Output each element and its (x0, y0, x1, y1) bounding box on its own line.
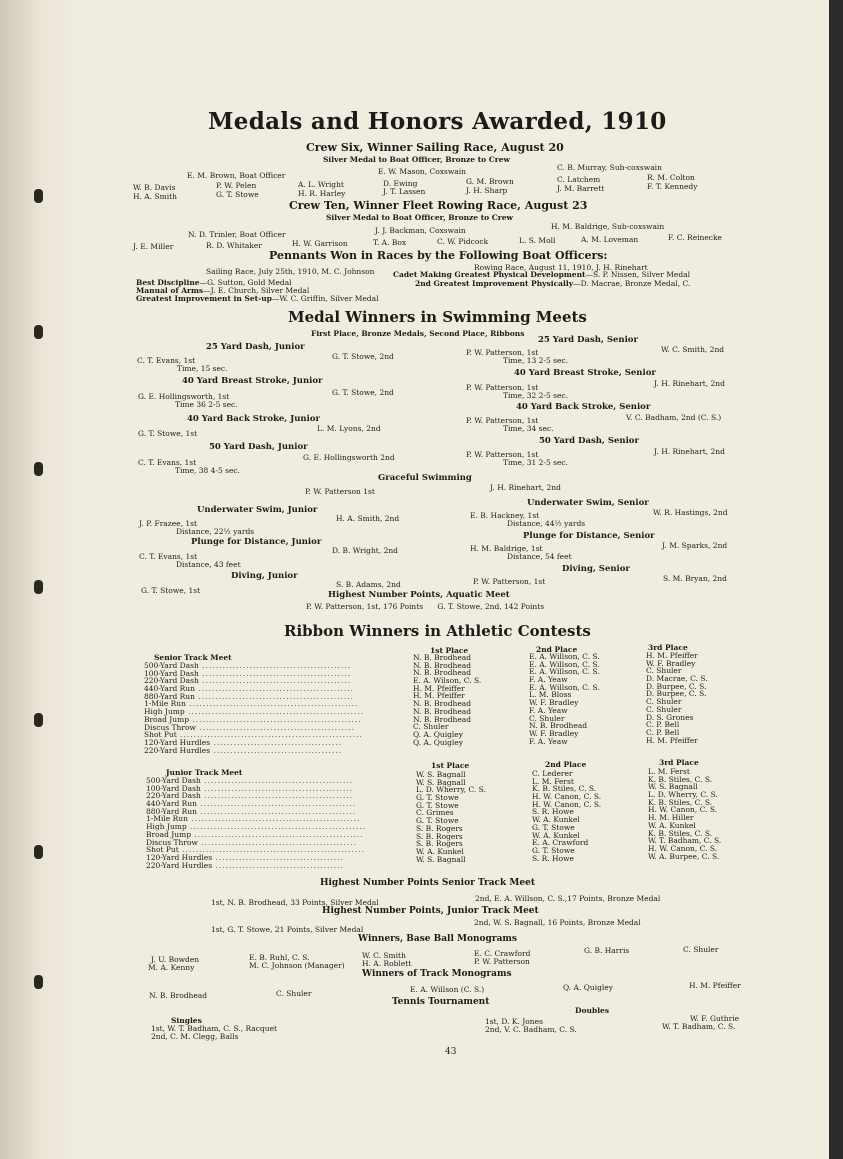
event-name: 220-Yard Hurdles ...................................... (144, 745, 343, 755)
event-name: 100-Yard Dash ............................................ (146, 783, 354, 793)
time: Time, 34 sec. (503, 424, 554, 433)
tennis-doubles-first: 1st, D. K. Jones (485, 1017, 543, 1026)
crew-member: W. B. Davis (133, 183, 176, 192)
cadet-development-value: —S. P. Nissen, Silver Medal (585, 270, 690, 279)
second-place: D. B. Wright, 2nd (332, 546, 398, 555)
event-name: 120-Yard Hurdles ...................................... (146, 852, 345, 862)
pennants-heading: Pennants Won in Races by the Following Boat Officers: (269, 249, 608, 262)
tennis-doubles-partner: W. T. Badham, C. S. (662, 1022, 736, 1031)
tennis-doubles-partner: W. F. Guthrie (690, 1014, 740, 1023)
second-improvement-value: —D. Macrae, Bronze Medal, C. (573, 279, 691, 288)
crew-member: J. E. Miller (133, 242, 174, 251)
place-winner: E. A. Willson, C. S. (529, 682, 600, 692)
second-place: J. H. Rinehart, 2nd (654, 447, 725, 456)
event-title: Plunge for Distance, Senior (523, 531, 655, 541)
baseball-winner: J. U. Bowden (151, 955, 200, 964)
place-winner: N. B. Brodhead (413, 668, 472, 678)
senior-points-first: 1st, N. B. Brodhead, 33 Points, Silver Medal (211, 898, 379, 907)
event-name: Shot Put ...................................................... (144, 730, 363, 740)
place-winner: W. S. Bagnall (416, 777, 466, 787)
junior-track-title: Junior Track Meet (166, 768, 243, 777)
baseball-winner: P. W. Patterson (474, 957, 530, 966)
crew-member: G. T. Stowe (216, 190, 259, 199)
second-place: L. M. Lyons, 2nd (317, 424, 381, 433)
event-title: 50 Yard Dash, Junior (209, 442, 308, 452)
place-winner: W. A. Burpee, C. S. (648, 851, 720, 861)
place-winner: E. A. Crawford (532, 838, 589, 848)
place-winner: W. S. Bagnall (416, 854, 466, 864)
distance: Distance, 44½ yards (507, 519, 586, 528)
second-place: H. A. Smith, 2nd (336, 514, 400, 523)
crew-ten-sub: Silver Medal to Boat Officer, Bronze to Crew (326, 213, 513, 222)
greatest-improvement-value: —W. C. Griffin, Silver Medal (271, 294, 379, 303)
first-place: C. T. Evans, 1st (137, 356, 196, 365)
page-title: Medals and Honors Awarded, 1910 (208, 108, 667, 135)
event-name: 440-Yard Run .............................................. (146, 799, 357, 809)
first-place: P. W. Patterson 1st (305, 487, 375, 496)
binding-hole (34, 580, 43, 594)
baseball-title: Winners, Base Ball Monograms (358, 934, 517, 944)
event-title: Plunge for Distance, Junior (191, 537, 322, 547)
second-place: W. R. Hastings, 2nd (653, 508, 728, 517)
second-place: W. C. Smith, 2nd (661, 345, 725, 354)
event-title: Underwater Swim, Junior (197, 505, 318, 515)
event-name: 880-Yard Run .............................................. (144, 691, 355, 701)
first-place: E. B. Hackney, 1st (470, 511, 540, 520)
baseball-winner: H. A. Roblett (362, 959, 412, 968)
place-winner: D. Macrae, C. S. (646, 674, 708, 684)
place-winner: C. Grimes (416, 808, 454, 818)
binding-hole (34, 845, 43, 859)
event-title: 40 Yard Breast Stroke, Senior (514, 368, 656, 378)
place-winner: F. A. Yeaw (529, 736, 568, 746)
event-name: 100-Yard Dash ............................................ (144, 668, 352, 678)
senior-events (144, 662, 364, 754)
place-winner: G. T. Stowe (416, 816, 459, 826)
first-place: P. W. Patterson, 1st (466, 450, 539, 459)
time: Time, 38 4-5 sec. (175, 466, 240, 475)
place-winner: H. W. Canon, C. S. (648, 805, 718, 815)
place-winner: H. M. Pfeiffer (413, 691, 465, 701)
senior-first-header: 1st Place (430, 646, 469, 655)
crew-member: C. W. Pidcock (437, 237, 489, 246)
first-place: G. E. Hollingsworth, 1st (138, 392, 230, 401)
event-name: 880-Yard Run .............................................. (146, 806, 357, 816)
tennis-doubles-label: Doubles (575, 1006, 610, 1015)
place-winner: F. A. Yeaw (529, 675, 568, 685)
binding-hole (34, 189, 43, 203)
senior-second-header: 2nd Place (536, 645, 578, 654)
place-winner: C. P. Bell (646, 720, 680, 730)
baseball-winner: W. C. Smith (362, 951, 406, 960)
event-name: Broad Jump .................................................. (144, 714, 362, 724)
event-name: 220-Yard Dash ............................................ (144, 676, 352, 686)
second-place: S. B. Adams, 2nd (336, 580, 401, 589)
event-name: 220-Yard Hurdles ...................................... (146, 860, 345, 870)
junior-points-first: 1st, G. T. Stowe, 21 Points, Silver Medal (211, 925, 364, 934)
greatest-improvement-label: Greatest Improvement in Set-up (136, 294, 272, 303)
baseball-winner: E. B. Ruhl, C. S. (249, 953, 310, 962)
second-place: V. C. Badham, 2nd (C. S.) (626, 413, 722, 422)
junior-second-column (532, 770, 601, 862)
crew-member: F. T. Kennedy (647, 182, 698, 191)
tennis-singles-label: Singles (171, 1016, 202, 1025)
senior-first-column (413, 654, 481, 746)
place-winner: D. S. Grones (646, 712, 694, 722)
greatest-improvement (136, 294, 378, 303)
crew-ten-subcox: H. M. Baldrige, Sub-coxswain (551, 222, 665, 231)
place-winner: C. Lederer (532, 769, 573, 778)
event-name: Discus Throw .............................................. (144, 722, 355, 732)
place-winner: H. W. Canon, C. S. (648, 843, 718, 853)
place-winner: W. A. Kunkel (532, 815, 580, 825)
crew-member: A. L. Wright (298, 180, 344, 189)
place-winner: C. Shuler (646, 697, 682, 707)
second-place: G. T. Stowe, 2nd (332, 352, 394, 361)
place-winner: L. M. Bloss (529, 690, 572, 700)
first-place: G. T. Stowe, 1st (141, 586, 201, 595)
place-winner: H. M. Pfeiffer (646, 651, 698, 660)
binding-hole (34, 325, 43, 339)
binding-hole (34, 975, 43, 989)
senior-track-title: Senior Track Meet (154, 653, 232, 662)
event-title: Underwater Swim, Senior (527, 498, 649, 508)
senior-second-column (529, 653, 600, 745)
place-winner: C. Shuler (646, 666, 682, 676)
manual-of-arms-label: Manual of Arms (136, 286, 204, 295)
time: Time, 13 2-5 sec. (503, 356, 568, 365)
track-winner: Q. A. Quigley (563, 983, 613, 992)
event-name: 1-Mile Run .................................................. (146, 814, 361, 824)
junior-first-column (416, 771, 486, 863)
crew-member: P. W. Pelen (216, 181, 257, 190)
tennis-title: Tennis Tournament (392, 997, 490, 1007)
place-winner: W. F. Bradley (529, 698, 579, 708)
place-winner: H. M. Pfeiffer (413, 683, 465, 693)
junior-points-second: 2nd, W. S. Bagnall, 16 Points, Bronze Medal (474, 918, 641, 927)
tennis-singles-first: 1st, W. T. Badham, C. S., Racquet (151, 1024, 278, 1033)
time: Time, 32 2-5 sec. (503, 391, 568, 400)
distance: Distance, 22½ yards (176, 527, 255, 536)
junior-second-header: 2nd Place (545, 760, 587, 769)
track-winner: N. B. Brodhead (149, 991, 208, 1000)
event-name: 120-Yard Hurdles ...................................... (144, 737, 343, 747)
first-place: C. T. Evans, 1st (138, 458, 197, 467)
track-winner: C. Shuler (276, 989, 312, 998)
background-edge (829, 0, 843, 1159)
place-winner: L. D. Wherry, C. S. (648, 790, 718, 800)
crew-member: R. D. Whitaker (206, 241, 262, 250)
event-title: Diving, Senior (562, 564, 630, 574)
baseball-winner: M. A. Kenny (148, 963, 195, 972)
junior-first-header: 1st Place (431, 761, 470, 770)
place-winner: F. A. Yeaw (529, 705, 568, 715)
tennis-doubles-second: 2nd, V. C. Badham, C. S. (485, 1025, 577, 1034)
place-winner: W. F. Bradley (646, 658, 696, 668)
place-winner: W. T. Badham, C. S. (648, 836, 722, 846)
crew-member: L. S. Moll (519, 236, 556, 245)
crew-ten-officer: N. D. Trinler, Boat Officer (188, 230, 286, 239)
crew-member: C. Latchem (557, 175, 601, 184)
first-place: J. P. Frazee, 1st (139, 519, 197, 528)
event-title: 25 Yard Dash, Senior (538, 335, 638, 345)
binding-hole (34, 713, 43, 727)
track-monograms-title: Winners of Track Monograms (362, 969, 512, 979)
event-title: 25 Yard Dash, Junior (206, 342, 305, 352)
place-winner: C. P. Bell (646, 727, 680, 737)
second-place: G. E. Hollingsworth 2nd (303, 453, 395, 462)
second-place: J. M. Sparks, 2nd (662, 541, 728, 550)
event-title: 50 Yard Dash, Senior (539, 436, 639, 446)
pennant-rowing: Rowing Race, August 11, 1910, J. H. Rinehart (474, 263, 648, 272)
place-winner: E. A. Willson, C. S. (529, 659, 600, 669)
page-number: 43 (445, 1047, 457, 1057)
place-winner: H. W. Canon, C. S. (532, 799, 602, 809)
event-title: 40 Yard Back Stroke, Senior (516, 402, 651, 412)
crew-six-heading: Crew Six, Winner Sailing Race, August 20 (306, 141, 564, 154)
event-name: 220-Yard Dash ............................................ (146, 791, 354, 801)
place-winner: S. R. Howe (532, 807, 574, 817)
place-winner: N. B. Brodhead (529, 721, 588, 731)
senior-points-title: Highest Number Points Senior Track Meet (320, 878, 535, 888)
binding-hole (34, 462, 43, 476)
crew-member: H. A. Smith (133, 192, 177, 201)
cadet-development (393, 270, 690, 279)
place-winner: G. T. Stowe (416, 793, 459, 803)
place-winner: K. B. Stiles, C. S. (648, 828, 713, 838)
place-winner: L. M. Ferst (648, 767, 690, 776)
first-place: P. W. Patterson, 1st (466, 348, 539, 357)
place-winner: N. B. Brodhead (413, 660, 472, 670)
place-winner: E. A. Wilson, C. S. (413, 676, 482, 686)
place-winner: S. B. Rogers (416, 831, 463, 841)
first-place: P. W. Patterson, 1st (473, 577, 546, 586)
track-winner: H. M. Pfeiffer (689, 981, 741, 990)
junior-third-column (648, 768, 721, 860)
place-winner: K. B. Stiles, C. S. (648, 797, 713, 807)
crew-member: T. A. Box (373, 238, 407, 247)
crew-member: G. M. Brown (466, 177, 514, 186)
event-name: 440-Yard Run .............................................. (144, 684, 355, 694)
second-improvement (415, 279, 690, 288)
event-name: 500-Yard Dash ............................................ (146, 776, 354, 785)
event-name: 1-Mile Run .................................................. (144, 699, 359, 709)
swimming-heading: Medal Winners in Swimming Meets (288, 308, 587, 326)
first-place: G. T. Stowe, 1st (138, 429, 198, 438)
first-place: H. M. Baldrige, 1st (470, 544, 543, 553)
event-name: High Jump .................................................... (146, 822, 367, 832)
senior-third-column (646, 652, 708, 744)
place-winner: H. M. Pfeiffer (646, 735, 698, 745)
event-name: Discus Throw .............................................. (146, 837, 357, 847)
crew-member: D. Ewing (383, 179, 418, 188)
event-title: 40 Yard Breast Stroke, Junior (182, 376, 323, 386)
time: Time, 31 2-5 sec. (503, 458, 568, 467)
manual-of-arms-value: —J. E. Church, Silver Medal (203, 286, 310, 295)
event-name: Shot Put ...................................................... (146, 845, 365, 855)
baseball-winner: G. B. Harris (584, 946, 630, 955)
junior-third-header: 3rd Place (659, 758, 699, 767)
event-title: Highest Number Points, Aquatic Meet (328, 590, 510, 600)
first-place: C. T. Evans, 1st (139, 552, 198, 561)
crew-ten-coxswain: J. J. Backman, Coxswain (375, 226, 466, 235)
place-winner: L. M. Ferst (532, 776, 574, 786)
crew-six-subcox: C. B. Murray, Sub-coxswain (557, 163, 662, 172)
place-winner: H. W. Canon, C. S. (532, 792, 602, 802)
place-winner: D. Burpee, C. S. (646, 681, 707, 691)
track-winner: E. A. Willson (C. S.) (410, 985, 485, 994)
place-winner: S. B. Rogers (416, 839, 463, 849)
cadet-development-label: Cadet Making Greatest Physical Development (393, 270, 586, 279)
time: Time, 15 sec. (177, 364, 228, 373)
crew-ten-heading: Crew Ten, Winner Fleet Rowing Race, August 23 (289, 199, 588, 212)
crew-member: A. M. Loveman (581, 235, 639, 244)
place-winner: W. A. Kunkel (648, 820, 696, 830)
junior-events (146, 777, 366, 869)
event-title: Diving, Junior (231, 571, 298, 581)
first-place: P. W. Patterson, 1st (466, 383, 539, 392)
second-place: G. T. Stowe, 2nd (332, 388, 394, 397)
event-name: Broad Jump .................................................. (146, 829, 364, 839)
place-winner: L. D. Wherry, C. S. (416, 785, 486, 795)
place-winner: N. B. Brodhead (413, 653, 472, 662)
place-winner: W. S. Bagnall (648, 782, 698, 792)
place-winner: G. T. Stowe (532, 822, 575, 832)
crew-six-sub: Silver Medal to Boat Officer, Bronze to Crew (323, 155, 510, 164)
place-winner: N. B. Brodhead (413, 714, 472, 724)
place-winner: W. A. Kunkel (416, 846, 464, 856)
place-winner: K. B. Stiles, C. S. (532, 784, 597, 794)
crew-member: H. R. Harley (298, 189, 346, 198)
senior-points-second: 2nd, E. A. Willson, C. S.,17 Points, Bronze Medal (475, 894, 661, 903)
place-winner: S. R. Howe (532, 853, 574, 863)
first-place: P. W. Patterson, 1st (466, 416, 539, 425)
place-winner: C. Shuler (529, 713, 565, 723)
crew-member: J. M. Barrett (557, 184, 605, 193)
second-place: J. H. Rinehart, 2nd (490, 483, 561, 492)
senior-third-header: 3rd Place (648, 643, 688, 652)
tennis-singles-second: 2nd, C. M. Clegg, Balls (151, 1032, 239, 1041)
place-winner: G. T. Stowe (532, 845, 575, 855)
distance: Distance, 43 feet (176, 560, 241, 569)
baseball-winner: C. Shuler (683, 945, 719, 954)
place-winner: C. Shuler (646, 704, 682, 714)
place-winner: W. A. Kunkel (532, 830, 580, 840)
second-place: J. H. Rinehart, 2nd (654, 379, 725, 388)
crew-member: J. T. Lassen (383, 187, 426, 196)
crew-member: F. C. Reinecke (668, 233, 722, 242)
time: Time 36 2-5 sec. (175, 400, 238, 409)
best-discipline-value: —G. Sutton, Gold Medal (199, 278, 292, 287)
event-name: 500-Yard Dash ............................................ (144, 661, 352, 670)
place-winner: G. T. Stowe (416, 800, 459, 810)
crew-member: J. H. Sharp (466, 186, 508, 195)
place-winner: E. A. Willson, C. S. (529, 667, 600, 677)
place-winner: W. S. Bagnall (416, 770, 466, 779)
place-winner: H. M. Hiller (648, 813, 694, 823)
place-winner: Q. A. Quigley (413, 737, 463, 747)
place-winner: K. B. Stiles, C. S. (648, 774, 713, 784)
place-winner: N. B. Brodhead (413, 706, 472, 716)
place-winner: D. Burpee, C. S. (646, 689, 707, 699)
aquatic-points: P. W. Patterson, 1st, 176 Points G. T. Stowe, 2nd, 142 Points (306, 602, 545, 611)
crew-member: R. M. Colton (647, 173, 695, 182)
best-discipline-label: Best Discipline (136, 278, 200, 287)
second-place: S. M. Bryan, 2nd (663, 574, 727, 583)
event-name: High Jump .................................................... (144, 707, 365, 717)
distance: Distance, 54 feet (507, 552, 572, 561)
place-winner: Q. A. Quigley (413, 729, 463, 739)
place-winner: E. A. Willson, C. S. (529, 652, 600, 661)
pennant-sailing: Sailing Race, July 25th, 1910, M. C. Johnson (206, 267, 375, 276)
baseball-winner: M. C. Johnson (Manager) (249, 961, 345, 970)
place-winner: C. Shuler (413, 722, 449, 732)
ribbon-heading: Ribbon Winners in Athletic Contests (284, 622, 591, 640)
place-winner: W. F. Bradley (529, 728, 579, 738)
event-title: Graceful Swimming (378, 473, 472, 483)
crew-six-officer: E. M. Brown, Boat Officer (187, 171, 286, 180)
baseball-winner: E. C. Crawford (474, 949, 531, 958)
junior-points-title: Highest Number Points, Junior Track Meet (322, 906, 539, 916)
event-title: 40 Yard Back Stroke, Junior (187, 414, 320, 424)
place-winner: N. B. Brodhead (413, 699, 472, 709)
swimming-sub: First Place, Bronze Medals, Second Place, Ribbons (311, 329, 525, 338)
crew-six-coxswain: E. W. Mason, Coxswain (378, 167, 466, 176)
second-improvement-label: 2nd Greatest Improvement Physically (415, 279, 574, 288)
place-winner: S. B. Rogers (416, 823, 463, 833)
crew-member: H. W. Garrison (292, 239, 348, 248)
